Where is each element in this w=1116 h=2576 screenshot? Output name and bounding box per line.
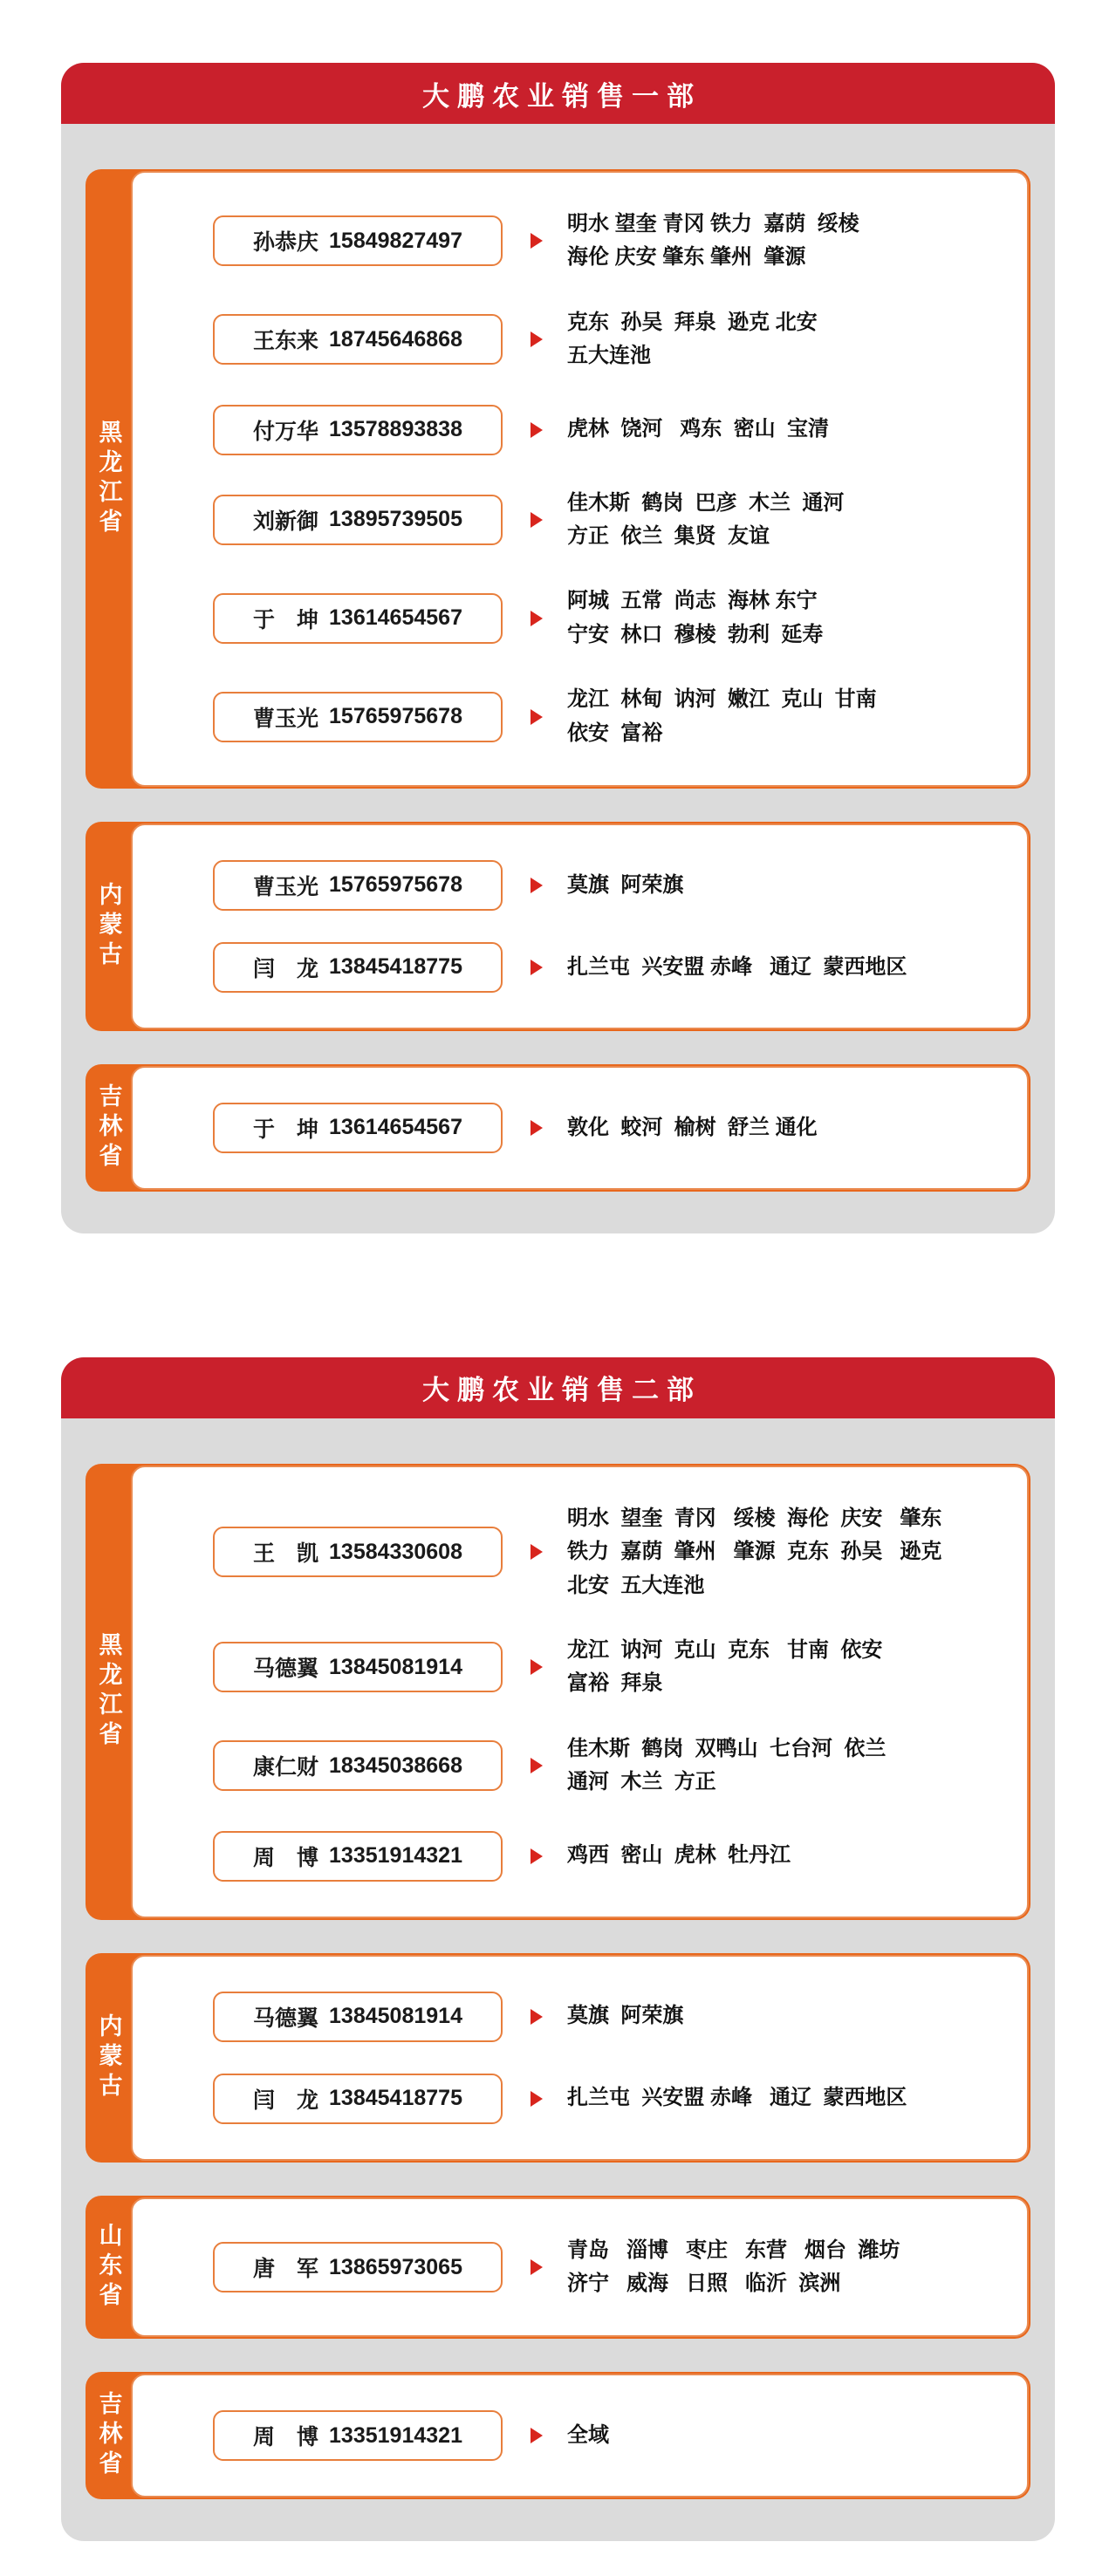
province-panel [131,171,1029,787]
area-line: 扎兰屯 兴安盟 赤峰 通辽 蒙西地区 [567,954,907,979]
contact-name: 付万华 [253,419,319,444]
contact-phone: 13865973065 [329,2254,462,2279]
province-label: 内蒙古 [95,2012,122,2102]
area-line: 扎兰屯 兴安盟 赤峰 通辽 蒙西地区 [567,2086,907,2110]
contact-name: 周 博 [253,1845,319,1870]
province-tab [86,169,131,789]
province-label: 内蒙古 [95,881,122,971]
department-card [61,1357,1055,2542]
contact-name: 于 坤 [253,1117,319,1142]
province-tab [86,1953,131,2163]
area-line: 全域 [567,2423,609,2448]
area-list [567,2419,609,2452]
area-line: 龙江 讷河 克山 克东 甘南 依安 [567,1638,883,1663]
contact-box [213,860,503,911]
contact-phone: 13845081914 [329,1654,462,1679]
area-line: 青岛 淄博 枣庄 东营 烟台 潍坊 [567,2238,900,2262]
contact-name: 王 凯 [253,1541,319,1567]
area-line: 铁力 嘉荫 肇州 肇源 克东 孙吴 逊克 [567,1540,942,1564]
area-line: 通河 木兰 方正 [567,1770,716,1794]
contact-row [213,942,1001,993]
department-header [61,1357,1055,1418]
area-list [567,2081,907,2115]
province-label: 山东省 [95,2223,122,2313]
contact-box [213,314,503,365]
contact-name: 康仁财 [253,1755,319,1780]
province-tab [86,1064,131,1192]
area-list [567,869,683,902]
contact-box [213,1992,503,2042]
contact-name: 闫 龙 [253,2087,319,2113]
contact-box [213,593,503,644]
contact-name: 于 坤 [253,607,319,632]
area-list [567,1839,791,1872]
area-line: 济宁 威海 日照 临沂 滨洲 [567,2272,841,2296]
area-line: 龙江 林甸 讷河 嫩江 克山 甘南 [567,687,877,712]
contact-name: 王东来 [253,329,319,354]
contact-row [213,1103,1001,1153]
contact-phone: 13351914321 [329,1843,462,1869]
province-label: 吉林省 [95,1083,122,1172]
contact-phone: 13614654567 [329,605,462,631]
department-title: 大鹏农业销售二部 [422,1375,702,1406]
province-section [86,1953,1030,2163]
area-list [567,487,844,554]
arrow-right-icon [531,2428,543,2443]
province-label: 吉林省 [95,2391,122,2481]
area-list [567,208,859,275]
contact-row [213,860,1001,911]
area-line: 明水 望奎 青冈 铁力 嘉荫 绥棱 [567,212,859,236]
contact-box [213,1103,503,1153]
contact-name: 马德翼 [253,2005,319,2031]
arrow-right-icon [531,960,543,975]
area-line: 鸡西 密山 虎林 牡丹江 [567,1843,791,1868]
contact-phone: 13845081914 [329,2004,462,2029]
arrow-right-icon [531,422,543,438]
area-line: 敦化 蛟河 榆树 舒兰 通化 [567,1115,818,1139]
contact-row [213,2410,1001,2461]
area-line: 佳木斯 鹤岗 巴彦 木兰 通河 [567,490,845,515]
area-list [567,1111,818,1145]
contact-phone: 13351914321 [329,2422,462,2448]
contact-box [213,405,503,455]
contact-box [213,1831,503,1882]
area-line: 佳木斯 鹤岗 双鸭山 七台河 依兰 [567,1736,887,1760]
contact-name: 周 博 [253,2425,319,2450]
area-list [567,683,877,750]
contact-name: 曹玉光 [253,874,319,899]
contact-row [213,306,1001,373]
contact-phone: 13895739505 [329,507,462,532]
province-section [86,2372,1030,2499]
area-line: 五大连池 [567,344,651,368]
area-line: 宁安 林口 穆棱 勃利 延寿 [567,622,824,646]
area-line: 北安 五大连池 [567,1573,705,1597]
province-tab [86,1464,131,1920]
contact-phone: 15849827497 [329,228,462,253]
contact-phone: 15765975678 [329,704,462,729]
contact-row [213,1831,1001,1882]
contact-phone: 13845418775 [329,954,462,980]
contact-row [213,2074,1001,2124]
contact-box [213,2074,503,2124]
contact-box [213,2410,503,2461]
contact-row [213,405,1001,455]
contact-row [213,1992,1001,2042]
contact-name: 马德翼 [253,1657,319,1682]
arrow-right-icon [531,709,543,725]
area-list [567,1999,683,2033]
contact-phone: 18745646868 [329,326,462,352]
contact-row [213,683,1001,750]
area-list [567,1732,886,1800]
contact-phone: 13578893838 [329,417,462,442]
contact-box [213,1740,503,1791]
province-panel [131,1466,1029,1918]
department-header [61,63,1055,124]
contact-phone: 18345038668 [329,1753,462,1778]
contact-row [213,487,1001,554]
department-card [61,63,1055,1233]
contact-row [213,208,1001,275]
area-list [567,306,818,373]
department-body [61,124,1055,1233]
contact-box [213,1642,503,1692]
province-panel [131,2197,1029,2338]
area-line: 海伦 庆安 肇东 肇州 肇源 [567,245,806,270]
arrow-right-icon [531,2091,543,2107]
province-panel [131,823,1029,1029]
province-tab [86,2372,131,2499]
contact-row [213,1732,1001,1800]
province-section [86,1464,1030,1920]
contact-box [213,692,503,742]
arrow-right-icon [531,611,543,626]
department-body [61,1418,1055,2542]
province-panel [131,2374,1029,2497]
contact-phone: 13584330608 [329,1539,462,1564]
arrow-right-icon [531,2259,543,2275]
arrow-right-icon [531,2009,543,2025]
contact-box [213,215,503,266]
area-list [567,413,829,446]
area-line: 方正 依兰 集贤 友谊 [567,523,770,548]
arrow-right-icon [531,512,543,528]
contact-box [213,942,503,993]
area-line: 克东 孙吴 拜泉 逊克 北安 [567,310,818,334]
province-tab [86,2196,131,2340]
area-line: 依安 富裕 [567,721,663,745]
contact-box [213,1527,503,1577]
arrow-right-icon [531,878,543,893]
arrow-right-icon [531,1848,543,1864]
area-line: 虎林 饶河 鸡东 密山 宝清 [567,417,830,441]
area-list [567,1502,941,1602]
arrow-right-icon [531,331,543,347]
province-panel [131,1955,1029,2161]
area-line: 莫旗 阿荣旗 [567,2004,684,2028]
contact-name: 刘新御 [253,509,319,534]
arrow-right-icon [531,1659,543,1675]
arrow-right-icon [531,1758,543,1773]
area-list [567,1634,882,1701]
contact-poster [61,63,1055,2541]
contact-name: 闫 龙 [253,956,319,981]
contact-name: 曹玉光 [253,706,319,731]
area-line: 明水 望奎 青冈 绥棱 海伦 庆安 肇东 [567,1506,942,1530]
province-tab [86,822,131,1031]
contact-row [213,2234,1001,2301]
area-list [567,2234,900,2301]
contact-row [213,584,1001,652]
contact-phone: 13614654567 [329,1115,462,1140]
department-title: 大鹏农业销售一部 [422,80,702,112]
arrow-right-icon [531,233,543,249]
contact-name: 孙恭庆 [253,230,319,256]
contact-phone: 13845418775 [329,2086,462,2111]
province-section [86,1064,1030,1192]
arrow-right-icon [531,1120,543,1136]
province-label: 黑龙江省 [95,1632,122,1752]
area-list [567,951,907,984]
province-section [86,169,1030,789]
contact-box [213,495,503,545]
area-list [567,584,823,652]
contact-phone: 15765975678 [329,872,462,898]
area-line: 富裕 拜泉 [567,1671,663,1696]
province-section [86,822,1030,1031]
contact-row [213,1502,1001,1602]
area-line: 莫旗 阿荣旗 [567,872,684,897]
province-section [86,2196,1030,2340]
province-panel [131,1066,1029,1190]
contact-row [213,1634,1001,1701]
province-label: 黑龙江省 [95,419,122,538]
contact-box [213,2242,503,2292]
arrow-right-icon [531,1544,543,1560]
area-line: 阿城 五常 尚志 海林 东宁 [567,589,818,613]
contact-name: 唐 军 [253,2257,319,2282]
